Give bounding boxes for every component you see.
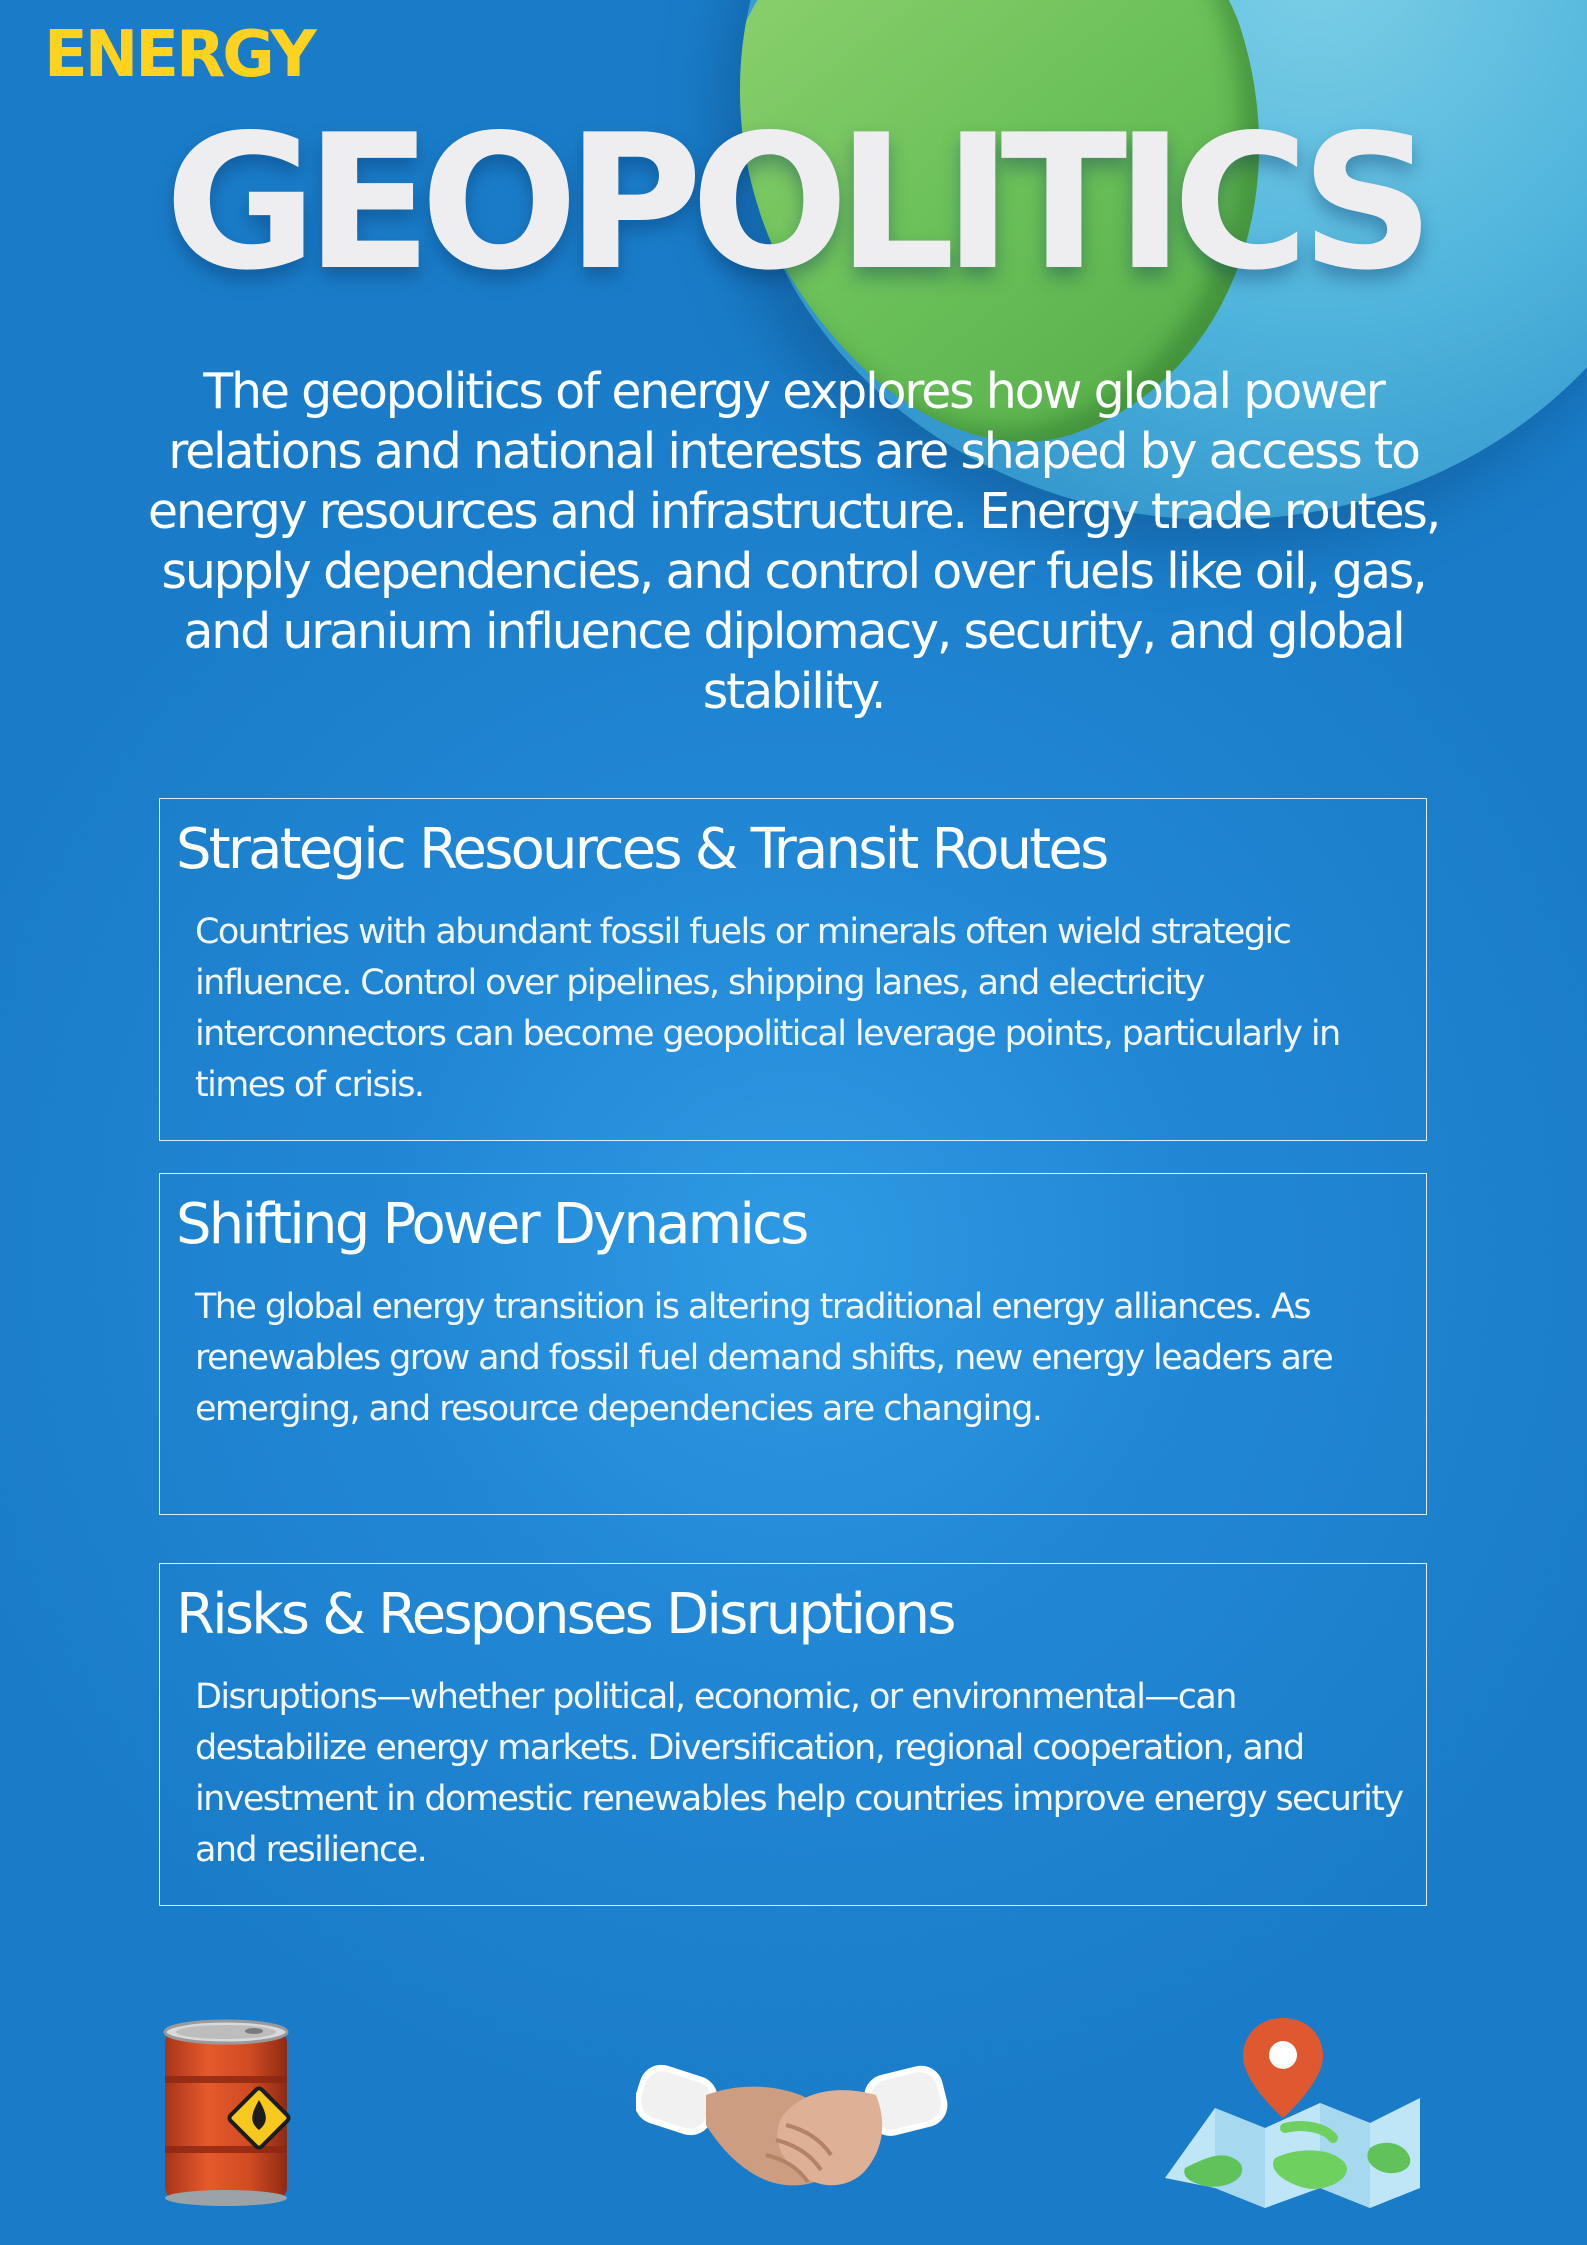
oil-barrel-icon (159, 2018, 293, 2208)
section-body: The global energy transition is altering traditional energy alliances. As renewables grow and fossil fuel demand shifts, new energy leaders are emerging, and resource dependencies are changing. (195, 1287, 1333, 1429)
page-title: GEOPOLITICS (164, 94, 1423, 311)
section-card-strategic-resources (159, 798, 1427, 1141)
section-card-power-dynamics (159, 1173, 1427, 1515)
section-body: Disruptions—whether political, economic, or environmental—can destabilize energy markets. Diversification, regional cooperation, and investment in domestic renewables help countries improve energy security and resilience. (195, 1677, 1403, 1870)
section-card-risks-responses (159, 1563, 1427, 1906)
section-heading: Strategic Resources & Transit Routes (176, 817, 1107, 882)
section-heading: Risks & Responses Disruptions (176, 1582, 954, 1647)
page-kicker: ENERGY (44, 18, 314, 92)
intro-paragraph: The geopolitics of energy explores how global power relations and national interests are shaped by access to energy resources and infrastructure. Energy trade routes, supply dependencies, and control over fuels like oil, gas, and uranium influence diplomacy, security, and global stability. (147, 363, 1440, 720)
map-pin-icon (1155, 2018, 1430, 2213)
handshake-icon (636, 2040, 948, 2210)
section-body: Countries with abundant fossil fuels or minerals often wield strategic influence. Control over pipelines, shipping lanes, and electricity interconnectors can become geopolitical leverage points, particularly in times of crisis. (195, 912, 1340, 1105)
section-heading: Shifting Power Dynamics (176, 1192, 807, 1257)
